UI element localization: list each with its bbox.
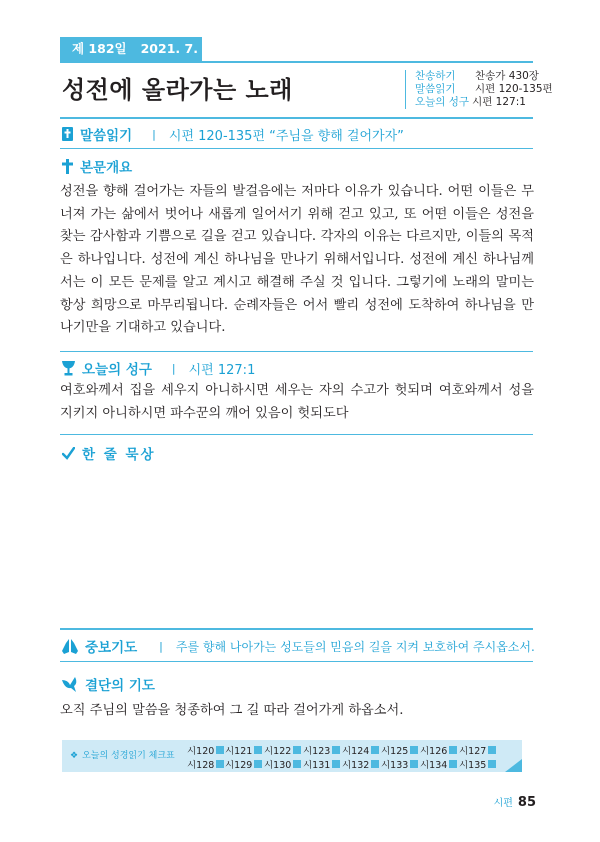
book-name: 시편 bbox=[493, 798, 513, 809]
reading-label: 말씀읽기 bbox=[80, 128, 133, 144]
day-date: 2021. 7. 1. 목 bbox=[140, 41, 233, 56]
checkbox[interactable] bbox=[488, 760, 496, 768]
check-label: 시134 bbox=[420, 760, 448, 771]
check-label: 시133 bbox=[381, 760, 409, 771]
check-item[interactable] bbox=[342, 757, 379, 771]
divider bbox=[60, 661, 533, 662]
checkbox[interactable] bbox=[371, 746, 379, 754]
check-item[interactable] bbox=[225, 757, 262, 771]
day-number: 제 182일 bbox=[72, 41, 127, 56]
check-item[interactable] bbox=[420, 743, 457, 757]
check-icon bbox=[62, 447, 75, 460]
check-label: 시121 bbox=[225, 746, 253, 757]
checkbox[interactable] bbox=[332, 760, 340, 768]
checkbox[interactable] bbox=[332, 746, 340, 754]
check-label: 시125 bbox=[381, 746, 409, 757]
checkbox[interactable] bbox=[488, 746, 496, 754]
check-label: 시123 bbox=[303, 746, 331, 757]
resolution-text: 오직 주님의 말씀을 청종하여 그 길 따라 걸어가게 하옵소서. bbox=[60, 703, 404, 718]
resolution-heading bbox=[62, 674, 155, 694]
separator: | bbox=[159, 639, 163, 653]
checkbox[interactable] bbox=[449, 760, 457, 768]
verse-ref: 시편 127:1 bbox=[188, 362, 256, 378]
check-item[interactable] bbox=[303, 743, 340, 757]
check-item[interactable] bbox=[459, 757, 496, 771]
chalice-icon bbox=[62, 361, 75, 376]
check-item[interactable] bbox=[459, 743, 496, 757]
check-item[interactable] bbox=[420, 757, 457, 771]
check-item[interactable] bbox=[264, 757, 301, 771]
info-box bbox=[405, 70, 553, 109]
intercession-heading bbox=[62, 636, 535, 656]
checklist-title bbox=[70, 740, 175, 772]
checkbox[interactable] bbox=[293, 760, 301, 768]
divider bbox=[60, 434, 533, 435]
cross-icon bbox=[62, 159, 73, 174]
meditation-label: 한 줄 묵상 bbox=[82, 447, 156, 463]
day-tag bbox=[60, 37, 233, 61]
info-reading bbox=[415, 83, 553, 96]
reading-heading bbox=[62, 124, 404, 144]
intercession-text: 주를 향해 나아가는 성도들의 믿음의 길을 지켜 보호하여 주시옵소서. bbox=[175, 639, 535, 654]
check-label: 시122 bbox=[264, 746, 292, 757]
check-item[interactable] bbox=[264, 743, 301, 757]
resolution-label: 결단의 기도 bbox=[85, 678, 155, 694]
check-item[interactable] bbox=[187, 743, 224, 757]
info-verse bbox=[415, 96, 553, 109]
check-label: 시126 bbox=[420, 746, 448, 757]
diamond-icon: ❖ bbox=[70, 751, 79, 761]
info-label: 오늘의 성구 bbox=[415, 96, 470, 108]
summary-heading bbox=[62, 156, 132, 176]
checkbox[interactable] bbox=[449, 746, 457, 754]
checkbox[interactable] bbox=[371, 760, 379, 768]
check-label: 시128 bbox=[187, 760, 215, 771]
info-label: 말씀읽기 bbox=[415, 83, 456, 95]
divider bbox=[60, 628, 533, 630]
check-label: 시135 bbox=[459, 760, 487, 771]
checkbox[interactable] bbox=[216, 760, 224, 768]
check-item[interactable] bbox=[342, 743, 379, 757]
check-item[interactable] bbox=[187, 757, 224, 771]
meditation-heading bbox=[62, 443, 156, 463]
top-rule bbox=[60, 61, 533, 63]
summary-text: 성전을 향해 걸어가는 자들의 발걸음에는 저마다 이유가 있습니다. 어떤 이들은 무너져 가는 삶에서 벗어나 새롭게 일어서기 위해 걷고 있고, 또 어떤 이들은 성전을 찾는 감사함과 기쁨으로 길을 걷고 있습니다. 각자의 이유는 다르지만, 이들의 목적은 하나입니다. 성전에 계신 하나님을 만나기 위해서입니다. 성전에 계신 하나님께서는 이 모든 문제를 알고 계시고 해결해 주실 것 입니다. 그렇기에 노래의 말미는 항상 희망으로 마무리됩니다. 순례자들은 어서 빨리 성전에 도착하여 하나님을 만나기만을 기대하고 있습니다. bbox=[60, 184, 534, 336]
check-item[interactable] bbox=[225, 743, 262, 757]
dove-icon bbox=[62, 677, 78, 692]
page-footer bbox=[494, 794, 536, 810]
checkbox[interactable] bbox=[293, 746, 301, 754]
verse-label: 오늘의 성구 bbox=[82, 362, 152, 378]
check-label: 시124 bbox=[342, 746, 370, 757]
check-label: 시132 bbox=[342, 760, 370, 771]
praying-hands-icon bbox=[62, 639, 78, 654]
summary-label: 본문개요 bbox=[80, 160, 133, 176]
bible-icon bbox=[62, 127, 73, 141]
check-item[interactable] bbox=[381, 743, 418, 757]
info-value: 찬송가 430장 bbox=[475, 70, 539, 82]
intercession-label: 중보기도 bbox=[85, 640, 138, 656]
divider bbox=[60, 117, 533, 119]
check-item[interactable] bbox=[381, 757, 418, 771]
info-hymn bbox=[415, 70, 553, 83]
checkbox[interactable] bbox=[410, 746, 418, 754]
check-label: 시130 bbox=[264, 760, 292, 771]
checkbox[interactable] bbox=[410, 760, 418, 768]
check-item[interactable] bbox=[303, 757, 340, 771]
page-title: 성전에 올라가는 노래 bbox=[62, 76, 293, 104]
corner-fold bbox=[505, 759, 522, 772]
checkbox[interactable] bbox=[254, 746, 262, 754]
info-value: 시편 127:1 bbox=[472, 96, 526, 108]
verse-text: 여호와께서 집을 세우지 아니하시면 세우는 자의 수고가 헛되며 여호와께서 성을 지키지 아니하시면 파수꾼의 깨어 있음이 헛되도다 bbox=[60, 383, 534, 421]
check-label: 시127 bbox=[459, 746, 487, 757]
check-label: 시120 bbox=[187, 746, 215, 757]
checkbox[interactable] bbox=[254, 760, 262, 768]
checklist-label: 오늘의 성경읽기 체크표 bbox=[82, 751, 175, 761]
reading-checklist bbox=[62, 740, 522, 772]
info-label: 찬송하기 bbox=[415, 70, 456, 82]
reading-text: 시편 120-135편 “주님을 향해 걸어가자” bbox=[168, 128, 404, 144]
check-label: 시131 bbox=[303, 760, 331, 771]
page-number: 85 bbox=[517, 795, 536, 810]
verse-heading bbox=[62, 358, 255, 378]
info-value: 시편 120-135편 bbox=[475, 83, 553, 95]
separator: | bbox=[152, 127, 156, 141]
check-label: 시129 bbox=[225, 760, 253, 771]
checkbox[interactable] bbox=[216, 746, 224, 754]
divider bbox=[60, 351, 533, 352]
separator: | bbox=[171, 361, 176, 375]
divider bbox=[60, 148, 533, 149]
